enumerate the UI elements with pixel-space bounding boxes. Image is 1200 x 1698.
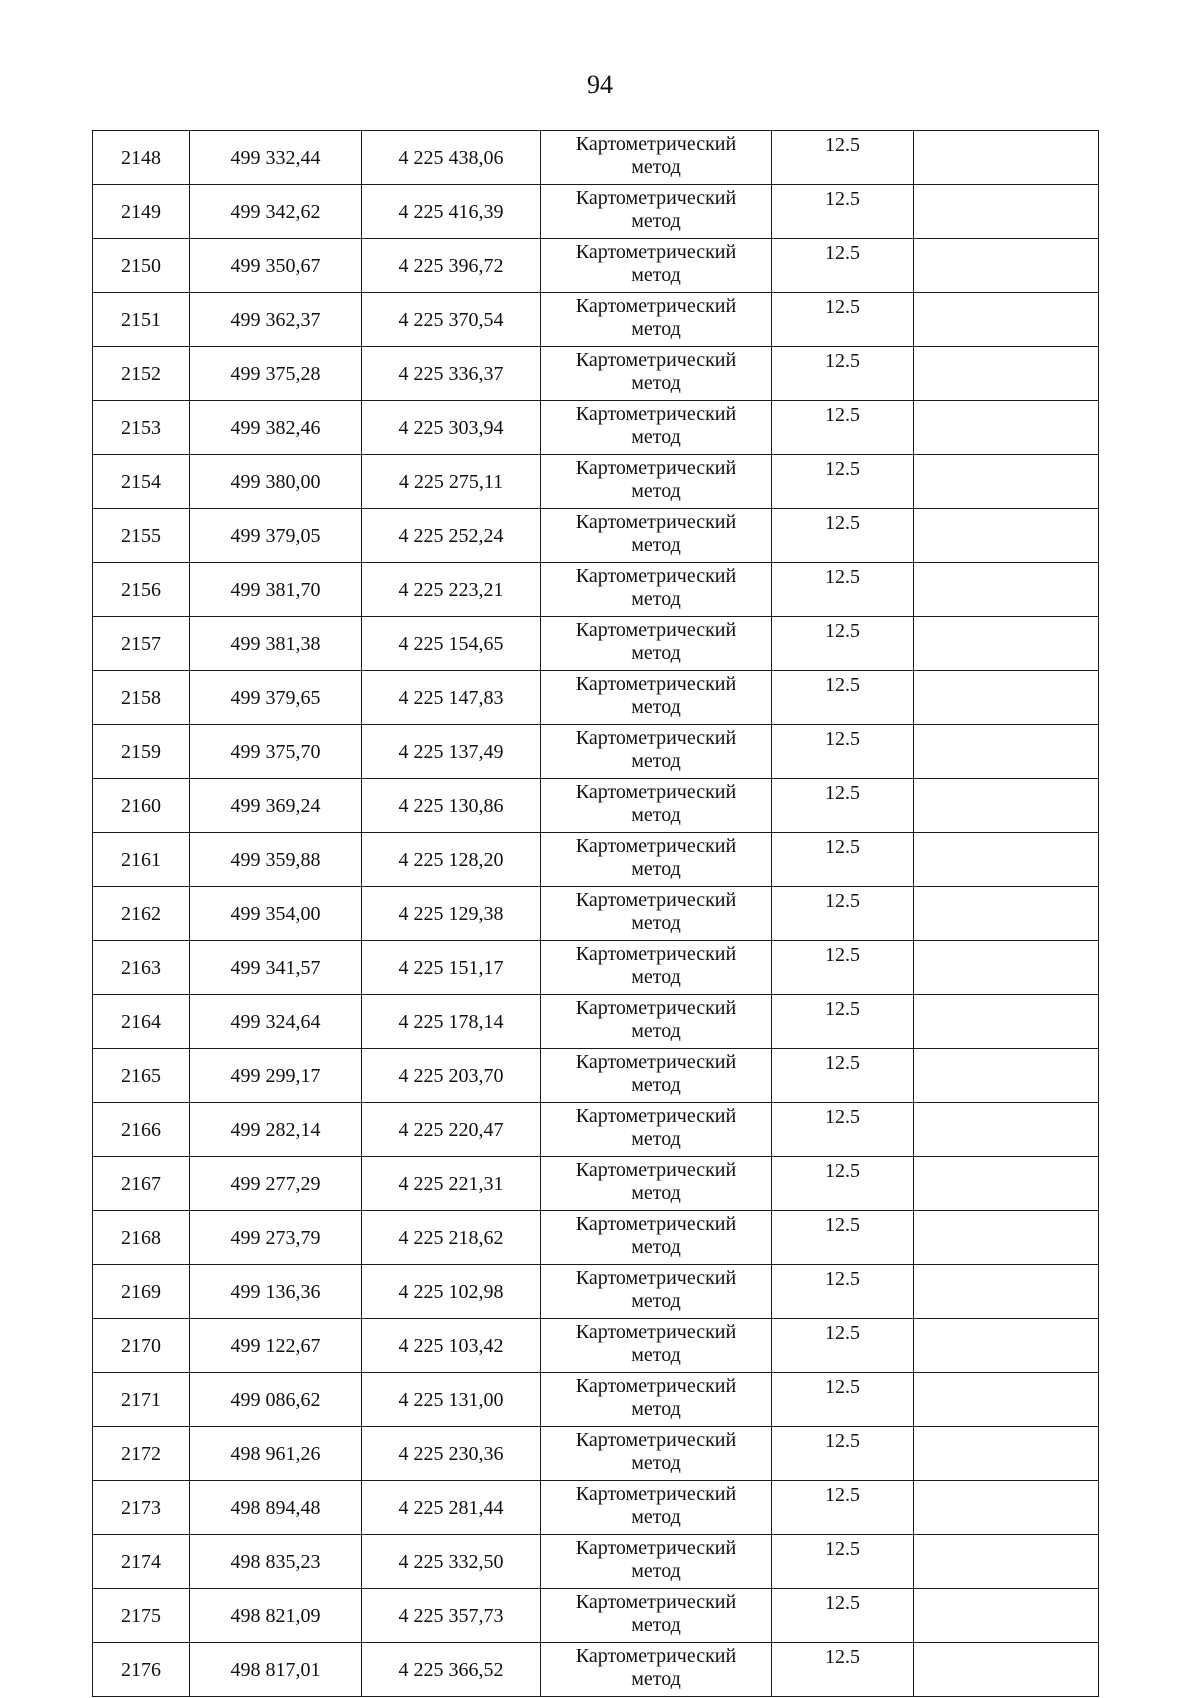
method-text-line: Картометрический [575, 511, 737, 533]
point-number-cell: 2167 [93, 1157, 190, 1211]
point-number-cell: 2153 [93, 401, 190, 455]
point-number-cell: 2150 [93, 239, 190, 293]
precision-cell: 12.5 [772, 1049, 914, 1103]
method-text-line: метод [631, 534, 681, 556]
point-number-cell: 2173 [93, 1481, 190, 1535]
x-coordinate-cell: 499 375,70 [190, 725, 362, 779]
table-row [93, 725, 1099, 779]
note-cell [914, 1535, 1099, 1589]
method-text-line: метод [631, 264, 681, 286]
table-row [93, 1481, 1099, 1535]
method-cell [541, 1211, 772, 1265]
method-text-line: метод [631, 480, 681, 502]
table-row [93, 185, 1099, 239]
table-row [93, 293, 1099, 347]
table-row [93, 1427, 1099, 1481]
x-coordinate-cell: 499 342,62 [190, 185, 362, 239]
table-row [93, 1643, 1099, 1697]
point-number-cell: 2169 [93, 1265, 190, 1319]
method-text-line: Картометрический [575, 1591, 737, 1613]
y-coordinate-cell: 4 225 151,17 [362, 941, 541, 995]
method-cell [541, 239, 772, 293]
method-text-line: метод [631, 426, 681, 448]
method-text-line: метод [631, 1344, 681, 1366]
y-coordinate-cell: 4 225 103,42 [362, 1319, 541, 1373]
method-cell [541, 1643, 772, 1697]
method-text-line: метод [631, 1506, 681, 1528]
note-cell [914, 1157, 1099, 1211]
method-cell [541, 455, 772, 509]
method-cell [541, 1319, 772, 1373]
note-cell [914, 1103, 1099, 1157]
method-text-line: метод [631, 1236, 681, 1258]
note-cell [914, 1211, 1099, 1265]
method-text-line: метод [631, 372, 681, 394]
note-cell [914, 347, 1099, 401]
method-text-line: Картометрический [575, 1051, 737, 1073]
method-text-line: метод [631, 1668, 681, 1690]
precision-cell: 12.5 [772, 833, 914, 887]
note-cell [914, 1643, 1099, 1697]
method-text-line: метод [631, 1560, 681, 1582]
precision-cell: 12.5 [772, 1589, 914, 1643]
table-body [93, 131, 1099, 1697]
precision-cell: 12.5 [772, 1535, 914, 1589]
method-text-line: метод [631, 1128, 681, 1150]
note-cell [914, 941, 1099, 995]
method-text-line: метод [631, 1020, 681, 1042]
precision-cell: 12.5 [772, 131, 914, 185]
table-row [93, 1373, 1099, 1427]
note-cell [914, 185, 1099, 239]
precision-cell: 12.5 [772, 1211, 914, 1265]
point-number-cell: 2164 [93, 995, 190, 1049]
method-text-line: Картометрический [575, 997, 737, 1019]
x-coordinate-cell: 499 381,38 [190, 617, 362, 671]
method-cell [541, 725, 772, 779]
method-cell [541, 1157, 772, 1211]
precision-cell: 12.5 [772, 1481, 914, 1535]
note-cell [914, 725, 1099, 779]
method-text-line: метод [631, 1074, 681, 1096]
method-cell [541, 1481, 772, 1535]
point-number-cell: 2171 [93, 1373, 190, 1427]
method-cell [541, 131, 772, 185]
method-text-line: метод [631, 858, 681, 880]
y-coordinate-cell: 4 225 223,21 [362, 563, 541, 617]
method-cell [541, 887, 772, 941]
method-text-line: метод [631, 1398, 681, 1420]
x-coordinate-cell: 499 375,28 [190, 347, 362, 401]
precision-cell: 12.5 [772, 1319, 914, 1373]
note-cell [914, 1319, 1099, 1373]
point-number-cell: 2174 [93, 1535, 190, 1589]
x-coordinate-cell: 499 382,46 [190, 401, 362, 455]
note-cell [914, 1589, 1099, 1643]
y-coordinate-cell: 4 225 131,00 [362, 1373, 541, 1427]
point-number-cell: 2175 [93, 1589, 190, 1643]
table-row [93, 401, 1099, 455]
precision-cell: 12.5 [772, 995, 914, 1049]
method-text-line: Картометрический [575, 781, 737, 803]
point-number-cell: 2159 [93, 725, 190, 779]
y-coordinate-cell: 4 225 275,11 [362, 455, 541, 509]
precision-cell: 12.5 [772, 239, 914, 293]
method-text-line: метод [631, 1614, 681, 1636]
table-row [93, 779, 1099, 833]
x-coordinate-cell: 499 354,00 [190, 887, 362, 941]
method-text-line: Картометрический [575, 403, 737, 425]
x-coordinate-cell: 499 359,88 [190, 833, 362, 887]
method-text-line: метод [631, 156, 681, 178]
point-number-cell: 2163 [93, 941, 190, 995]
note-cell [914, 293, 1099, 347]
y-coordinate-cell: 4 225 203,70 [362, 1049, 541, 1103]
note-cell [914, 1049, 1099, 1103]
method-cell [541, 293, 772, 347]
note-cell [914, 1265, 1099, 1319]
table-row [93, 509, 1099, 563]
method-text-line: метод [631, 804, 681, 826]
x-coordinate-cell: 498 817,01 [190, 1643, 362, 1697]
method-text-line: метод [631, 966, 681, 988]
table-row [93, 617, 1099, 671]
x-coordinate-cell: 499 324,64 [190, 995, 362, 1049]
method-cell [541, 617, 772, 671]
table-row [93, 1103, 1099, 1157]
method-text-line: Картометрический [575, 1159, 737, 1181]
method-cell [541, 1535, 772, 1589]
method-text-line: Картометрический [575, 349, 737, 371]
table-row [93, 1589, 1099, 1643]
x-coordinate-cell: 499 086,62 [190, 1373, 362, 1427]
method-text-line: Картометрический [575, 889, 737, 911]
method-text-line: Картометрический [575, 1645, 737, 1667]
method-text-line: Картометрический [575, 835, 737, 857]
precision-cell: 12.5 [772, 563, 914, 617]
method-text-line: Картометрический [575, 1267, 737, 1289]
method-cell [541, 833, 772, 887]
y-coordinate-cell: 4 225 137,49 [362, 725, 541, 779]
point-number-cell: 2165 [93, 1049, 190, 1103]
point-number-cell: 2151 [93, 293, 190, 347]
x-coordinate-cell: 499 341,57 [190, 941, 362, 995]
method-cell [541, 941, 772, 995]
table-row [93, 239, 1099, 293]
note-cell [914, 671, 1099, 725]
point-number-cell: 2166 [93, 1103, 190, 1157]
y-coordinate-cell: 4 225 130,86 [362, 779, 541, 833]
point-number-cell: 2170 [93, 1319, 190, 1373]
method-cell [541, 1103, 772, 1157]
x-coordinate-cell: 499 379,65 [190, 671, 362, 725]
note-cell [914, 1427, 1099, 1481]
point-number-cell: 2162 [93, 887, 190, 941]
y-coordinate-cell: 4 225 332,50 [362, 1535, 541, 1589]
precision-cell: 12.5 [772, 779, 914, 833]
method-text-line: метод [631, 912, 681, 934]
method-text-line: Картометрический [575, 619, 737, 641]
note-cell [914, 833, 1099, 887]
note-cell [914, 401, 1099, 455]
y-coordinate-cell: 4 225 128,20 [362, 833, 541, 887]
x-coordinate-cell: 499 273,79 [190, 1211, 362, 1265]
y-coordinate-cell: 4 225 357,73 [362, 1589, 541, 1643]
note-cell [914, 617, 1099, 671]
method-text-line: Картометрический [575, 295, 737, 317]
note-cell [914, 131, 1099, 185]
method-text-line: Картометрический [575, 133, 737, 155]
precision-cell: 12.5 [772, 671, 914, 725]
point-number-cell: 2176 [93, 1643, 190, 1697]
table-row [93, 887, 1099, 941]
page-number: 94 [587, 70, 613, 99]
precision-cell: 12.5 [772, 455, 914, 509]
table-row [93, 1319, 1099, 1373]
x-coordinate-cell: 499 379,05 [190, 509, 362, 563]
x-coordinate-cell: 499 362,37 [190, 293, 362, 347]
method-cell [541, 1373, 772, 1427]
point-number-cell: 2168 [93, 1211, 190, 1265]
method-text-line: метод [631, 588, 681, 610]
precision-cell: 12.5 [772, 1427, 914, 1481]
method-cell [541, 1427, 772, 1481]
y-coordinate-cell: 4 225 303,94 [362, 401, 541, 455]
method-text-line: метод [631, 1290, 681, 1312]
point-number-cell: 2158 [93, 671, 190, 725]
method-text-line: Картометрический [575, 943, 737, 965]
x-coordinate-cell: 498 835,23 [190, 1535, 362, 1589]
x-coordinate-cell: 499 350,67 [190, 239, 362, 293]
precision-cell: 12.5 [772, 1373, 914, 1427]
note-cell [914, 239, 1099, 293]
method-cell [541, 995, 772, 1049]
table-row [93, 1049, 1099, 1103]
method-text-line: Картометрический [575, 1321, 737, 1343]
method-text-line: метод [631, 210, 681, 232]
x-coordinate-cell: 499 282,14 [190, 1103, 362, 1157]
point-number-cell: 2155 [93, 509, 190, 563]
method-text-line: метод [631, 318, 681, 340]
x-coordinate-cell: 499 380,00 [190, 455, 362, 509]
note-cell [914, 563, 1099, 617]
x-coordinate-cell: 499 381,70 [190, 563, 362, 617]
note-cell [914, 1373, 1099, 1427]
x-coordinate-cell: 499 122,67 [190, 1319, 362, 1373]
method-text-line: Картометрический [575, 1105, 737, 1127]
method-cell [541, 401, 772, 455]
note-cell [914, 887, 1099, 941]
precision-cell: 12.5 [772, 725, 914, 779]
point-number-cell: 2154 [93, 455, 190, 509]
x-coordinate-cell: 499 136,36 [190, 1265, 362, 1319]
point-number-cell: 2148 [93, 131, 190, 185]
table-row [93, 833, 1099, 887]
table-row [93, 1535, 1099, 1589]
point-number-cell: 2156 [93, 563, 190, 617]
precision-cell: 12.5 [772, 887, 914, 941]
method-cell [541, 1265, 772, 1319]
y-coordinate-cell: 4 225 230,36 [362, 1427, 541, 1481]
table-row [93, 563, 1099, 617]
method-text-line: Картометрический [575, 1537, 737, 1559]
y-coordinate-cell: 4 225 102,98 [362, 1265, 541, 1319]
point-number-cell: 2172 [93, 1427, 190, 1481]
y-coordinate-cell: 4 225 178,14 [362, 995, 541, 1049]
y-coordinate-cell: 4 225 147,83 [362, 671, 541, 725]
table-row [93, 347, 1099, 401]
table-row [93, 131, 1099, 185]
method-text-line: метод [631, 1452, 681, 1474]
table-row [93, 1265, 1099, 1319]
point-number-cell: 2149 [93, 185, 190, 239]
y-coordinate-cell: 4 225 396,72 [362, 239, 541, 293]
y-coordinate-cell: 4 225 416,39 [362, 185, 541, 239]
method-text-line: Картометрический [575, 673, 737, 695]
y-coordinate-cell: 4 225 336,37 [362, 347, 541, 401]
y-coordinate-cell: 4 225 218,62 [362, 1211, 541, 1265]
y-coordinate-cell: 4 225 129,38 [362, 887, 541, 941]
method-text-line: Картометрический [575, 241, 737, 263]
precision-cell: 12.5 [772, 617, 914, 671]
precision-cell: 12.5 [772, 1157, 914, 1211]
method-cell [541, 347, 772, 401]
point-number-cell: 2161 [93, 833, 190, 887]
table-row [93, 1211, 1099, 1265]
precision-cell: 12.5 [772, 185, 914, 239]
method-text-line: Картометрический [575, 1429, 737, 1451]
table-row [93, 995, 1099, 1049]
y-coordinate-cell: 4 225 438,06 [362, 131, 541, 185]
method-text-line: метод [631, 750, 681, 772]
x-coordinate-cell: 498 894,48 [190, 1481, 362, 1535]
y-coordinate-cell: 4 225 370,54 [362, 293, 541, 347]
x-coordinate-cell: 499 299,17 [190, 1049, 362, 1103]
method-cell [541, 509, 772, 563]
method-cell [541, 1589, 772, 1643]
method-cell [541, 563, 772, 617]
note-cell [914, 779, 1099, 833]
precision-cell: 12.5 [772, 347, 914, 401]
y-coordinate-cell: 4 225 252,24 [362, 509, 541, 563]
precision-cell: 12.5 [772, 1643, 914, 1697]
note-cell [914, 455, 1099, 509]
method-text-line: Картометрический [575, 1483, 737, 1505]
x-coordinate-cell: 498 821,09 [190, 1589, 362, 1643]
method-cell [541, 671, 772, 725]
precision-cell: 12.5 [772, 401, 914, 455]
precision-cell: 12.5 [772, 509, 914, 563]
method-text-line: Картометрический [575, 565, 737, 587]
precision-cell: 12.5 [772, 941, 914, 995]
table-row [93, 1157, 1099, 1211]
method-text-line: Картометрический [575, 1213, 737, 1235]
y-coordinate-cell: 4 225 281,44 [362, 1481, 541, 1535]
y-coordinate-cell: 4 225 366,52 [362, 1643, 541, 1697]
x-coordinate-cell: 499 332,44 [190, 131, 362, 185]
note-cell [914, 995, 1099, 1049]
method-cell [541, 779, 772, 833]
method-text-line: Картометрический [575, 1375, 737, 1397]
method-text-line: метод [631, 696, 681, 718]
table-row [93, 455, 1099, 509]
y-coordinate-cell: 4 225 221,31 [362, 1157, 541, 1211]
y-coordinate-cell: 4 225 220,47 [362, 1103, 541, 1157]
method-text-line: метод [631, 642, 681, 664]
point-number-cell: 2160 [93, 779, 190, 833]
method-text-line: Картометрический [575, 727, 737, 749]
note-cell [914, 509, 1099, 563]
method-cell [541, 185, 772, 239]
note-cell [914, 1481, 1099, 1535]
point-number-cell: 2157 [93, 617, 190, 671]
method-text-line: метод [631, 1182, 681, 1204]
table-row [93, 671, 1099, 725]
method-text-line: Картометрический [575, 457, 737, 479]
y-coordinate-cell: 4 225 154,65 [362, 617, 541, 671]
precision-cell: 12.5 [772, 1265, 914, 1319]
x-coordinate-cell: 498 961,26 [190, 1427, 362, 1481]
table-row [93, 941, 1099, 995]
method-text-line: Картометрический [575, 187, 737, 209]
x-coordinate-cell: 499 277,29 [190, 1157, 362, 1211]
precision-cell: 12.5 [772, 1103, 914, 1157]
precision-cell: 12.5 [772, 293, 914, 347]
coordinates-table [92, 130, 1099, 1697]
point-number-cell: 2152 [93, 347, 190, 401]
x-coordinate-cell: 499 369,24 [190, 779, 362, 833]
method-cell [541, 1049, 772, 1103]
